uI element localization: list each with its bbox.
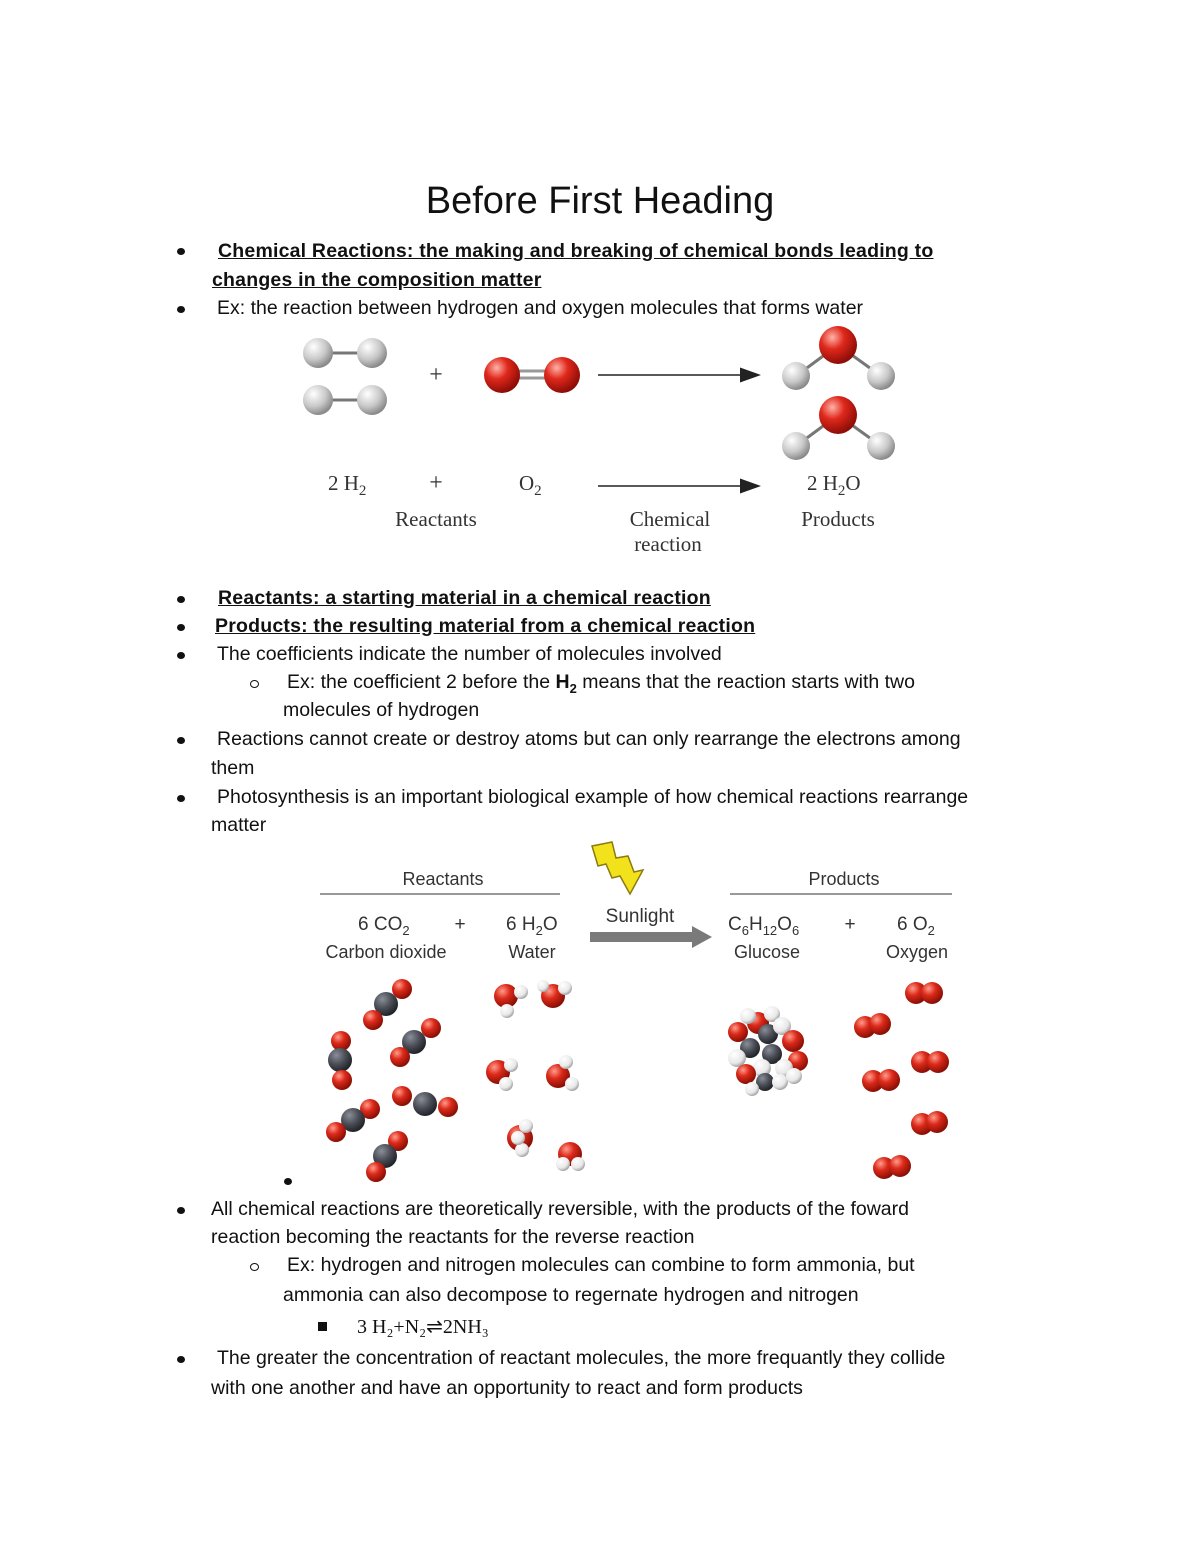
co2-molecule <box>326 1099 380 1142</box>
atoms-text-line2: them <box>211 757 255 779</box>
coefficient-example-line1: Ex: the coefficient 2 before the $H_2$ means that the reaction starts with two <box>287 671 915 696</box>
page-title: Before First Heading <box>425 180 775 222</box>
sub-sub-bullet-square <box>318 1322 327 1331</box>
photosynthesis-figure <box>310 836 970 1186</box>
h2-formula: 2 $H_2$ <box>328 471 367 499</box>
bullet-dot <box>177 1207 185 1214</box>
co2-molecule <box>328 1031 352 1090</box>
sunlight-label: Sunlight <box>605 906 675 927</box>
water-label: Water <box>508 942 556 962</box>
reactants-def-text: Reactants: a starting material in a chemical reaction <box>218 587 711 609</box>
o2-molecule <box>905 982 943 1004</box>
products-header: Products <box>808 869 880 889</box>
water-molecule-1 <box>782 326 895 390</box>
oxygen-molecule <box>484 357 580 393</box>
o2-formula: $O_2$ <box>519 471 542 499</box>
reactants-header: Reactants <box>402 869 484 889</box>
photosynthesis-text-line1: Photosynthesis is an important biological example of how chemical reactions rearrange <box>217 786 969 808</box>
co2-formula: 6 $CO_2$ <box>358 914 410 938</box>
hydrogen-molecule-2 <box>303 385 387 415</box>
sunlight-arrow <box>590 926 712 948</box>
bullet-dot <box>177 624 185 631</box>
plus-sign: + <box>454 914 466 935</box>
coefficient-example-line2: molecules of hydrogen <box>283 699 480 721</box>
bullet-dot <box>177 306 185 313</box>
plus-sign: + <box>429 362 443 388</box>
bullet-dot <box>177 652 185 659</box>
o2-molecule <box>911 1051 949 1073</box>
co2-molecule <box>390 1018 441 1067</box>
chem-reactions-def-line1: Chemical Reactions: the making and breaking of chemical bonds leading to <box>218 240 934 262</box>
glucose-label: Glucose <box>733 942 801 962</box>
reaction-label: reaction <box>634 532 702 556</box>
h2o-formula: 6 $H_2O$ <box>506 914 558 938</box>
glucose-formula: $C_6H_{12}O_6$ <box>728 914 800 938</box>
o2-molecule <box>862 1069 900 1092</box>
concentration-text-line1: The greater the concentration of reactant molecules, the more frequantly they collide <box>217 1347 946 1369</box>
reversible-text-line1: All chemical reactions are theoretically reversible, with the products of the foward <box>211 1198 909 1220</box>
atoms-text-line1: Reactions cannot create or destroy atoms but can only rearrange the electrons among <box>217 728 961 750</box>
products-label: Products <box>801 507 875 531</box>
co2-molecule <box>366 1131 408 1182</box>
sub-bullet-circle <box>250 1263 259 1271</box>
h2o-molecule <box>494 984 528 1018</box>
plus-sign: + <box>844 914 856 935</box>
sub-bullet-circle <box>250 680 259 688</box>
concentration-text-line2: with one another and have an opportunity to react and form products <box>211 1377 803 1399</box>
glucose-molecule <box>728 1006 808 1096</box>
co2-molecule <box>392 1086 458 1117</box>
h2o-molecule <box>537 980 572 1008</box>
hydrogen-molecule-1 <box>303 338 387 368</box>
water-molecule-2 <box>782 396 895 460</box>
coefficients-text: The coefficients indicate the number of molecules involved <box>217 643 722 665</box>
bullet-dot <box>284 1178 292 1185</box>
h2o-molecule <box>556 1142 585 1171</box>
plus-sign: + <box>429 470 443 496</box>
products-def-text: Products: the resulting material from a chemical reaction <box>215 615 756 637</box>
example-water-text: Ex: the reaction between hydrogen and oxygen molecules that forms water <box>217 297 864 319</box>
chemical-label: Chemical <box>629 507 711 531</box>
water-formation-figure <box>290 320 920 565</box>
co2-molecule <box>363 979 412 1030</box>
o2-molecule <box>854 1013 891 1038</box>
bullet-dot <box>177 737 185 744</box>
chem-reactions-def-line2: changes in the composition matter <box>212 269 542 291</box>
h2o-molecule <box>486 1058 518 1091</box>
carbon-dioxide-label: Carbon dioxide <box>325 942 447 962</box>
bullet-dot <box>177 1356 185 1363</box>
bullet-dot <box>177 596 185 603</box>
oxygen-label: Oxygen <box>885 942 949 962</box>
ammonia-example-line1: Ex: hydrogen and nitrogen molecules can combine to form ammonia, but <box>287 1254 915 1276</box>
h2o-molecule <box>546 1055 579 1091</box>
o2-formula: 6 $O_2$ <box>897 914 935 938</box>
ammonia-equation: 3 H₂+N₂⇌2NH₃ <box>357 1316 489 1338</box>
reversible-text-line2: reaction becoming the reactants for the reverse reaction <box>211 1226 695 1248</box>
bullet-dot <box>177 248 185 255</box>
h2o-formula: 2 $H_2O$ <box>807 471 861 499</box>
photosynthesis-text-line2: matter <box>211 814 267 836</box>
h2o-molecule <box>507 1119 533 1157</box>
reactants-label: Reactants <box>395 507 477 531</box>
o2-molecule <box>911 1111 948 1135</box>
ammonia-example-line2: ammonia can also decompose to regernate hydrogen and nitrogen <box>283 1284 859 1306</box>
o2-molecule <box>873 1155 911 1179</box>
lightning-bolt-icon <box>592 842 643 894</box>
bullet-dot <box>177 795 185 802</box>
